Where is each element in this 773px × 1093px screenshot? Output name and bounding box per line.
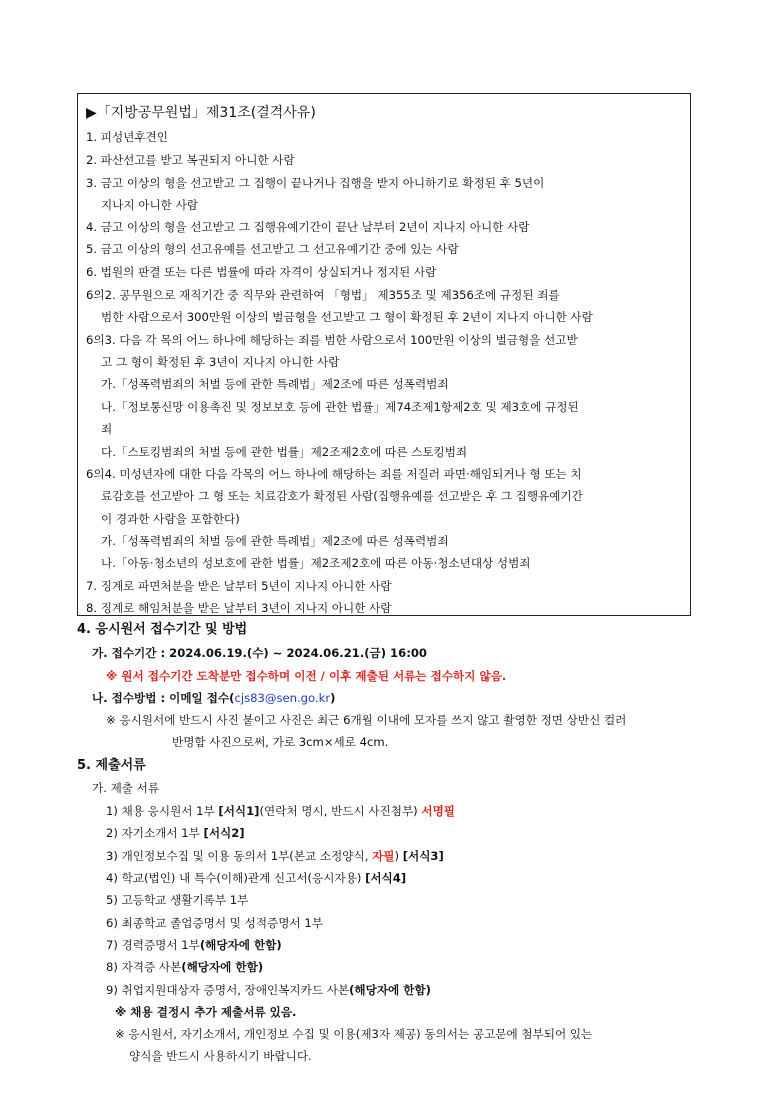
box-item: 다.「스토킹범죄의 처벌 등에 관한 법률」제2조제2호에 따른 스토킹범죄: [101, 445, 468, 459]
section-5-heading: 5. 제출서류: [77, 758, 146, 773]
box-title: ▶「지방공무원법」제31조(결격사유): [86, 105, 316, 121]
document-item: 6) 최종학교 졸업증명서 및 성적증명서 1부: [106, 916, 323, 930]
section-4-heading: 4. 응시원서 접수기간 및 방법: [77, 622, 248, 637]
form-usage-note: ※ 응시원서, 자기소개서, 개인정보 수집 및 이용(제3자 제공) 동의서는 공고문에 첨부되어 있는: [115, 1027, 593, 1041]
document-item: 1) 채용 응시원서 1부 [서식1](연락처 명시, 반드시 사진첨부) 서명필: [106, 804, 455, 818]
box-item: 이 경과한 사람을 포함한다): [101, 512, 240, 526]
document-item: 5) 고등학교 생활기록부 1부: [106, 893, 249, 907]
box-item: 료감호를 선고받아 그 형 또는 치료감호가 확정된 사람(집행유예를 선고받은 후 그 집행유예기간: [101, 489, 583, 503]
document-item: 7) 경력증명서 1부(해당자에 한함): [106, 938, 282, 952]
document-item: 8) 자격증 사본(해당자에 한함): [106, 960, 264, 974]
document-item: 2) 자기소개서 1부 [서식2]: [106, 826, 245, 840]
application-warning: ※ 원서 접수기간 도착분만 접수하며 이전 / 이후 제출된 서류는 접수하지 않음.: [106, 669, 507, 683]
additional-docs-note: ※ 채용 결정시 추가 제출서류 있음.: [115, 1005, 297, 1019]
box-item: 범한 사람으로서 300만원 이상의 벌금형을 선고받고 그 형이 확정된 후 2년이 지나지 아니한 사람: [101, 310, 593, 324]
box-item: 6의2. 공무원으로 재직기간 중 직무와 관련하여 「형법」 제355조 및 제356조에 규정된 죄를: [86, 288, 560, 302]
application-method: [92, 690, 335, 706]
box-item: 8. 징계로 해임처분을 받은 날부터 3년이 지나지 아니한 사람: [86, 601, 392, 615]
box-item: 6. 법원의 판결 또는 다른 법률에 따라 자격이 상실되거나 정지된 사람: [86, 265, 437, 279]
box-item: 2. 파산선고를 받고 복권되지 아니한 사람: [86, 153, 295, 167]
box-item: 지나지 아니한 사람: [101, 198, 198, 212]
photo-note: 반명함 사진으로써, 가로 3cm×세로 4cm.: [172, 735, 389, 749]
method-label: 나. 접수방법 : 이메일 접수(: [92, 691, 235, 705]
box-item: 나.「아동·청소년의 성보호에 관한 법률」제2조제2호에 따른 아동·청소년대상 성범죄: [101, 556, 531, 570]
method-end: ): [330, 691, 336, 705]
box-item: 6의3. 다음 각 목의 어느 하나에 해당하는 죄를 범한 사람으로서 100만원 이상의 벌금형을 선고받: [86, 333, 578, 347]
document-item: 9) 취업지원대상자 증명서, 장애인복지카드 사본(해당자에 한함): [106, 983, 431, 997]
box-item: 1. 피성년후견인: [86, 130, 168, 144]
document-item: 4) 학교(법인) 내 특수(이해)관계 신고서(응시자용) [서식4]: [106, 871, 407, 885]
box-item: 4. 금고 이상의 형을 선고받고 그 집행유예기간이 끝난 날부터 2년이 지나지 아니한 사람: [86, 220, 530, 234]
box-item: 가.「성폭력범죄의 처벌 등에 관한 특례법」제2조에 따른 성폭력범죄: [101, 377, 449, 391]
box-item: 7. 징계로 파면처분을 받은 날부터 5년이 지나지 아니한 사람: [86, 579, 392, 593]
subsection-title: 가. 제출 서류: [92, 781, 160, 795]
box-item: 나.「정보통신망 이용촉진 및 정보보호 등에 관한 법률」제74조제1항제2호 및 제3호에 규정된: [101, 400, 579, 414]
application-period: 가. 접수기간 : 2024.06.19.(수) ~ 2024.06.21.(금) 16:00: [92, 646, 427, 660]
form-usage-note: 양식을 반드시 사용하시기 바랍니다.: [129, 1049, 312, 1063]
box-item: 가.「성폭력범죄의 처벌 등에 관한 특례법」제2조에 따른 성폭력범죄: [101, 534, 449, 548]
box-item: 3. 금고 이상의 형을 선고받고 그 집행이 끝나거나 집행을 받지 아니하기로 확정된 후 5년이: [86, 176, 545, 190]
photo-note: ※ 응시원서에 반드시 사진 붙이고 사진은 최근 6개월 이내에 모자를 쓰지 않고 촬영한 정면 상반신 컬러: [106, 713, 627, 727]
box-item: 고 그 형이 확정된 후 3년이 지나지 아니한 사람: [101, 355, 340, 369]
box-item: 죄: [101, 422, 113, 436]
email-link[interactable]: cjs83@sen.go.kr: [234, 691, 331, 705]
document-item: 3) 개인정보수집 및 이용 동의서 1부(본교 소정양식, 자필) [서식3]: [106, 849, 444, 863]
box-item: 6의4. 미성년자에 대한 다음 각목의 어느 하나에 해당하는 죄를 저질러 파면·해임되거나 형 또는 치: [86, 467, 582, 481]
box-item: 5. 금고 이상의 형의 선고유예를 선고받고 그 선고유예기간 중에 있는 사람: [86, 242, 459, 256]
